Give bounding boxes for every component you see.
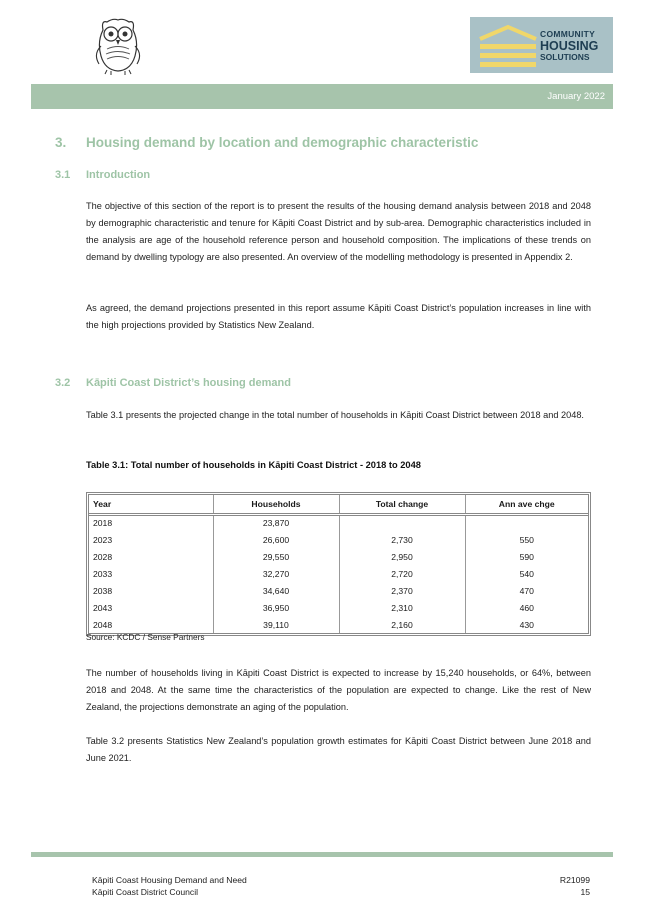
table-cell: 23,870 — [213, 514, 339, 531]
table-caption: Table 3.1: Total number of households in Kāpiti Coast District - 2018 to 2048 — [86, 460, 421, 470]
table-cell: 430 — [519, 619, 534, 630]
table-row — [89, 548, 588, 565]
table-row — [89, 599, 588, 616]
footer-client: Kāpiti Coast District Council — [92, 887, 199, 897]
table-cell: 2048 — [89, 616, 213, 633]
table-cell: 2043 — [89, 599, 213, 616]
column-header: Households — [213, 495, 339, 514]
community-housing-solutions-logo — [470, 17, 613, 73]
table-cell: 2,160 — [339, 616, 465, 633]
table-cell: 2,950 — [339, 548, 465, 565]
table-cell: 590 — [519, 551, 534, 562]
table-cell: 36,950 — [213, 599, 339, 616]
section-number: 3. — [55, 135, 67, 150]
intro-paragraph-2: As agreed, the demand projections presented in this report assume Kāpiti Coast District’s population increases in line with the high projections provided by Statistics New Zealand. — [86, 303, 591, 330]
intro-paragraph-1: The objective of this section of the report is to present the results of the housing demand analysis between 2018 and 2048 by demographic characteristic and tenure for Kāpiti Coast District and by sub-area. Demographic characteristics included in the analysis are age of the household reference person and household composition. The implications of these trends on demand by dwelling typology are also presented. An overview of the modelling methodology is presented in Appendix 2. — [86, 201, 591, 262]
table-cell: 34,640 — [213, 582, 339, 599]
table-row — [89, 582, 588, 599]
table-cell: 2,730 — [339, 531, 465, 548]
table-cell — [465, 514, 588, 531]
report-date: January 2022 — [547, 91, 605, 102]
brand-line2: HOUSING — [540, 38, 599, 53]
subsection-title: Introduction — [86, 169, 151, 181]
table-cell: 26,600 — [213, 531, 339, 548]
housing-demand-paragraph: Table 3.1 presents the projected change in the total number of households in Kāpiti Coast District between 2018 and 2048. — [86, 410, 584, 420]
owl-logo-icon — [93, 16, 143, 76]
table-cell: 2,720 — [339, 565, 465, 582]
table-cell: 470 — [519, 585, 534, 596]
table-cell: 2,370 — [339, 582, 465, 599]
footer-right — [560, 874, 590, 898]
subsection-number: 3.2 — [55, 377, 71, 389]
table-cell: 2018 — [89, 514, 213, 531]
table-source: Source: KCDC / Sense Partners — [86, 632, 205, 642]
table-cell — [339, 514, 465, 531]
table-row — [89, 616, 588, 633]
table-cell: 540 — [519, 568, 534, 579]
footer-rule — [31, 852, 613, 857]
brand-text — [540, 30, 598, 62]
households-table — [86, 492, 591, 636]
footer-report-number: R21099 — [559, 875, 590, 885]
column-header: Total change — [339, 495, 465, 514]
table-cell: 2033 — [89, 565, 213, 582]
header-band — [31, 84, 613, 109]
table-cell: 39,110 — [213, 616, 339, 633]
table-cell: 460 — [519, 602, 534, 613]
table-cell: 2038 — [89, 582, 213, 599]
table-header-row — [89, 495, 588, 514]
subsection-title: Kāpiti Coast District’s housing demand — [86, 377, 291, 389]
subsection-number: 3.1 — [55, 169, 71, 181]
section-title: Housing demand by location and demographic characteristic — [86, 135, 479, 150]
summary-paragraph-1: The number of households living in Kāpiti Coast District is expected to increase by 15,240 households, or 64%, between 2018 and 2048. At the same time the characteristics of the population are expected to change. Like the rest of New Zealand, the projections demonstrate an aging of the population. — [86, 668, 591, 712]
table-cell: 2023 — [89, 531, 213, 548]
footer-left — [92, 874, 247, 898]
table-row — [89, 514, 588, 531]
summary-paragraph-2: Table 3.2 presents Statistics New Zealand’s population growth estimates for Kāpiti Coast District between June 2018 and June 2021. — [86, 736, 591, 763]
subsection-heading-housing-demand — [55, 377, 291, 389]
table-row — [89, 531, 588, 548]
table-row — [89, 565, 588, 582]
brand-line1: COMMUNITY — [540, 29, 596, 39]
column-header: Ann ave chge — [465, 495, 588, 514]
table-cell: 32,270 — [213, 565, 339, 582]
section-heading — [55, 135, 478, 150]
subsection-heading-introduction — [55, 169, 150, 181]
brand-line3: SOLUTIONS — [540, 52, 590, 62]
page-number: 15 — [580, 887, 590, 897]
table-cell: 550 — [519, 534, 534, 545]
table-cell: 2,310 — [339, 599, 465, 616]
table-cell: 2028 — [89, 548, 213, 565]
table-cell: 29,550 — [213, 548, 339, 565]
footer-report-title: Kāpiti Coast Housing Demand and Need — [92, 875, 247, 885]
column-header: Year — [89, 495, 213, 514]
